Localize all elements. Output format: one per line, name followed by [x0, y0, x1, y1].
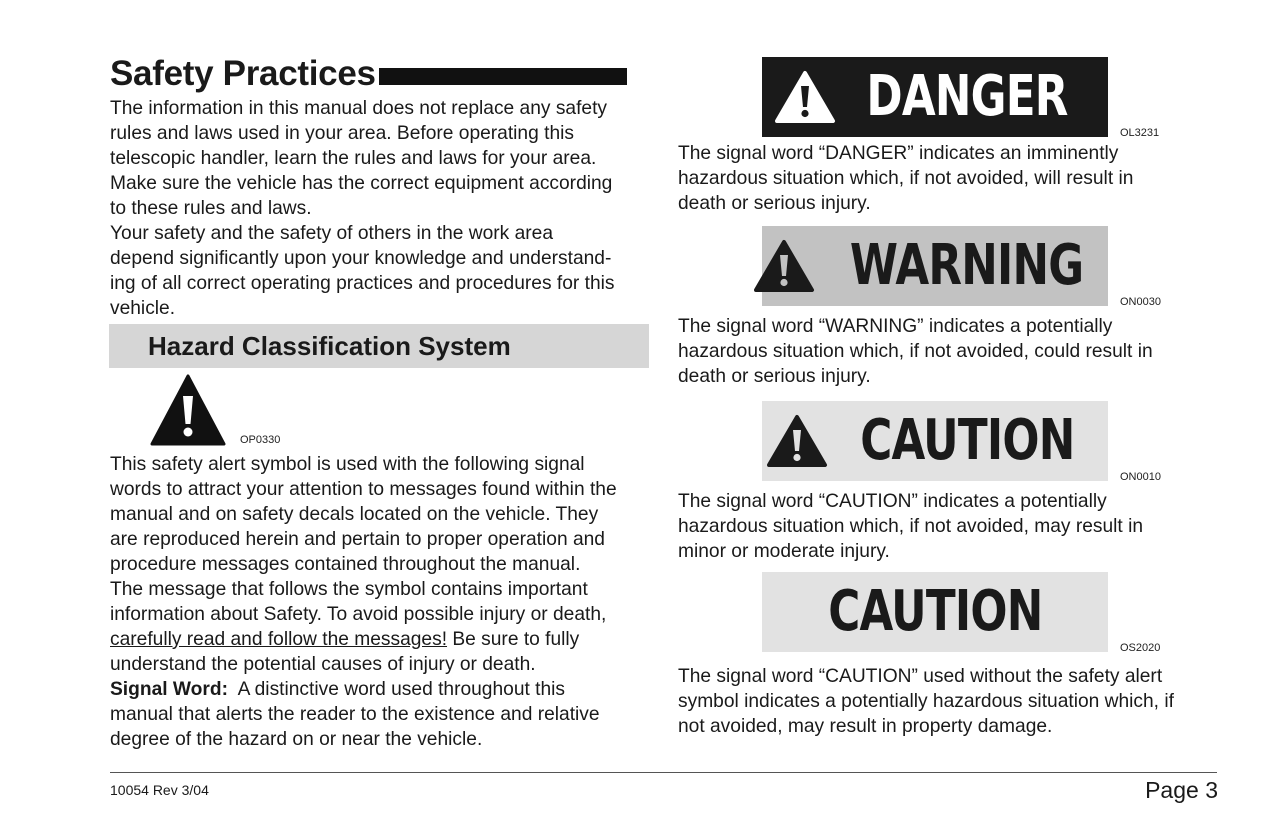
text-line: minor or moderate injury. — [678, 541, 890, 562]
body-line: are reproduced herein and pertain to proper operation and — [110, 529, 605, 550]
text-line: The signal word “DANGER” indicates an imminently — [678, 143, 1119, 164]
warning-triangle-icon — [753, 239, 815, 293]
page-title: Safety Practices — [110, 54, 376, 93]
caution-no-symbol-description — [678, 664, 1238, 739]
text-line: death or serious injury. — [678, 193, 871, 214]
intro-line: telescopic handler, learn the rules and laws for your area. — [110, 148, 597, 169]
figure-code: OL3231 — [1120, 127, 1160, 139]
warning-triangle-icon — [766, 414, 828, 468]
danger-sign — [762, 57, 1108, 137]
alert-paragraph — [110, 452, 660, 752]
sign-word: WARNING — [850, 233, 1084, 298]
body-line: The message that follows the symbol contains important — [110, 579, 588, 600]
text-line: hazardous situation which, if not avoided, will result in — [678, 168, 1134, 189]
left-column — [110, 52, 660, 752]
danger-description — [678, 141, 1238, 216]
intro-paragraph — [110, 96, 660, 321]
hazard-heading: Hazard Classification System — [148, 330, 511, 361]
text-line: hazardous situation which, if not avoided, could result in — [678, 341, 1153, 362]
caution-sign — [762, 401, 1108, 481]
caution-no-symbol-block — [678, 572, 1238, 652]
document-revision: 10054 Rev 3/04 — [110, 782, 209, 798]
figure-code: ON0010 — [1120, 471, 1161, 483]
danger-block — [678, 57, 1238, 137]
title-rule — [379, 68, 627, 85]
body-line: words to attract your attention to messages found within the — [110, 479, 617, 500]
emphasis-underlined: carefully read and follow the messages! — [110, 629, 448, 650]
body-line: manual that alerts the reader to the existence and relative — [110, 704, 600, 725]
caution-no-symbol-sign — [762, 572, 1108, 652]
intro-line: Your safety and the safety of others in the work area — [110, 223, 553, 244]
intro-line: The information in this manual does not replace any safety — [110, 98, 608, 119]
text-line: The signal word “CAUTION” used without the safety alert — [678, 666, 1163, 687]
intro-line: depend significantly upon your knowledge and understand- — [110, 248, 612, 269]
body-line: information about Safety. To avoid possible injury or death, — [110, 604, 607, 625]
intro-line: Make sure the vehicle has the correct equipment according — [110, 173, 613, 194]
figure-code: ON0030 — [1120, 296, 1161, 308]
warning-description — [678, 314, 1238, 389]
sign-word: CAUTION — [827, 579, 1043, 644]
text-line: The signal word “CAUTION” indicates a potentially — [678, 491, 1107, 512]
text-line: symbol indicates a potentially hazardous situation which, if — [678, 691, 1174, 712]
body-line: This safety alert symbol is used with the following signal — [110, 454, 585, 475]
signal-word-label: Signal Word: — [110, 679, 228, 700]
page-number: Page 3 — [1145, 777, 1218, 803]
hazard-heading-band — [109, 324, 649, 368]
warning-triangle-icon — [774, 70, 836, 124]
sign-word: DANGER — [866, 64, 1068, 129]
text-line: not avoided, may result in property damage. — [678, 716, 1053, 737]
figure-code: OS2020 — [1120, 642, 1161, 654]
text-line: death or serious injury. — [678, 366, 871, 387]
body-line: degree of the hazard on or near the vehicle. — [110, 729, 483, 750]
sign-word: CAUTION — [859, 408, 1075, 473]
text-line: hazardous situation which, if not avoided, may result in — [678, 516, 1144, 537]
intro-line: ing of all correct operating practices and procedures for this — [110, 273, 615, 294]
body-line: procedure messages contained throughout the manual. — [110, 554, 581, 575]
body-line-tail: Be sure to fully — [447, 629, 580, 650]
intro-line: to these rules and laws. — [110, 198, 312, 219]
body-line: manual and on safety decals located on the vehicle. They — [110, 504, 599, 525]
text-line: The signal word “WARNING” indicates a potentially — [678, 316, 1113, 337]
safety-alert-triangle-icon — [150, 374, 226, 446]
body-line: understand the potential causes of injury or death. — [110, 654, 536, 675]
right-column — [678, 57, 1238, 739]
caution-block — [678, 401, 1238, 481]
intro-line: rules and laws used in your area. Before operating this — [110, 123, 574, 144]
warning-sign — [762, 226, 1108, 306]
safety-alert-figure — [110, 368, 660, 452]
footer-rule — [110, 772, 1217, 773]
figure-code: OP0330 — [240, 434, 281, 446]
caution-description — [678, 489, 1238, 564]
warning-block — [678, 226, 1238, 306]
section-title-row — [110, 52, 660, 96]
signal-word-definition: A distinctive word used throughout this — [227, 679, 566, 700]
intro-line: vehicle. — [110, 298, 176, 319]
